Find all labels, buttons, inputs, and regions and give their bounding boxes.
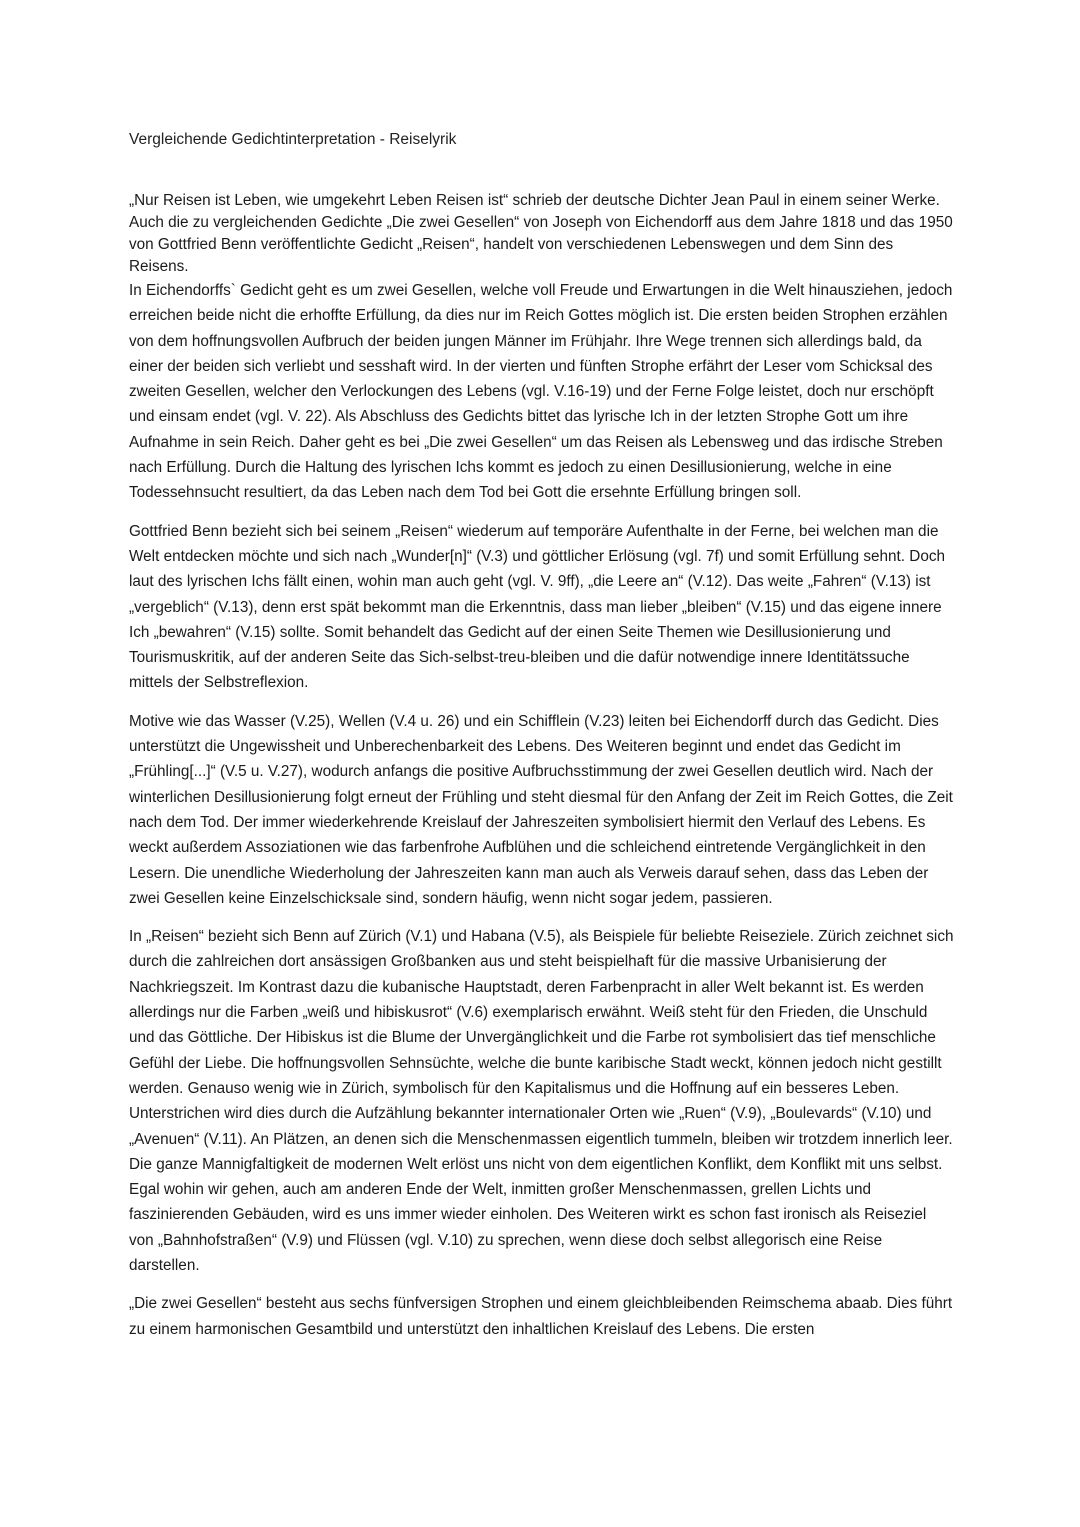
paragraph-places: In „Reisen“ bezieht sich Benn auf Zürich (V.1) und Habana (V.5), als Beispiele für beliebte Reiseziele. Zürich zeichnet sich durch die zahlreichen dort ansässigen Großbanken aus und steht beispielhaft für die massive Urbanisierung der Nachkriegszeit. Im Kontrast dazu die kubanische Hauptstadt, deren Farbenpracht in aller Welt bekannt ist. Es werden allerdings nur die Farben „weiß und hibiskusrot“ (V.6) exemplarisch erwähnt. Weiß steht für den Frieden, die Unschuld und das Göttliche. Der Hibiskus ist die Blume der Unvergänglichkeit und die Farbe rot symbolisiert das tief menschliche Gefühl der Liebe. Die hoffnungsvollen Sehnsüchte, welche die bunte karibische Stadt weckt, können jedoch nicht gestillt werden. Genauso wenig wie in Zürich, symbolisch für den Kapitalismus und die Hoffnung auf ein besseres Leben. Unterstrichen wird dies durch die Aufzählung bekannter internationaler Orten wie „Ruen“ (V.9), „Boulevards“ (V.10) und „Avenuen“ (V.11). An Plätzen, an denen sich die Menschenmassen eigentlich tummeln, bleiben wir trotzdem innerlich leer. Die ganze Mannigfaltigkeit de modernen Welt erlöst uns nicht von dem eigentlichen Konflikt, dem Konflikt mit uns selbst. Egal wohin wir gehen, auch am anderen Ende der Welt, inmitten großer Menschenmassen, grellen Lichts und faszinierenden Gebäuden, wird es uns immer wieder einholen. Des Weiteren wirkt es schon fast ironisch als Reiseziel von „Bahnhofstraßen“ (V.9) und Flüssen (vgl. V.10) zu sprechen, wenn diese doch selbst allegorisch eine Reise darstellen. (129, 928, 954, 1274)
document-page (129, 130, 955, 1355)
paragraph-motifs: Motive wie das Wasser (V.25), Wellen (V.4 u. 26) und ein Schifflein (V.23) leiten bei Eichendorff durch das Gedicht. Dies unterstützt die Ungewissheit und Unberechenbarkeit des Lebens. Des Weiteren beginnt und endet das Gedicht im „Frühling[...]“ (V.5 u. V.27), wodurch anfangs die positive Aufbruchsstimmung der zwei Gesellen deutlich wird. Nach der winterlichen Desillusionierung folgt erneut der Frühling und steht diesmal für den Anfang der Zeit im Reich Gottes, die Zeit nach dem Tod. Der immer wiederkehrende Kreislauf der Jahreszeiten symbolisiert hiermit den Verlauf des Lebens. Es weckt außerdem Assoziationen wie das farbenfrohe Aufblühen und die schleichend eintretende Vergänglichkeit in den Lesern. Die unendliche Wiederholung der Jahreszeiten kann man auch als Verweis darauf sehen, dass das Leben der zwei Gesellen keine Einzelschicksale sind, sondern häufig, wenn nicht sogar jedem, passieren. (129, 712, 953, 907)
paragraph-intro: „Nur Reisen ist Leben, wie umgekehrt Leben Reisen ist“ schrieb der deutsche Dichter Jean Paul in einem seiner Werke. Auch die zu vergleichenden Gedichte „Die zwei Gesellen“ von Joseph von Eichendorff aus dem Jahre 1818 und das 1950 von Gottfried Benn veröffentlichte Gedicht „Reisen“, handelt von verschiedenen Lebenswegen und dem Sinn des Reisens. (129, 192, 953, 275)
document-title: Vergleichende Gedichtinterpretation - Reiselyrik (129, 131, 457, 148)
paragraph-benn-summary: Gottfried Benn bezieht sich bei seinem „Reisen“ wiederum auf temporäre Aufenthalte in der Ferne, bei welchen man die Welt entdecken möchte und sich nach „Wunder[n]“ (V.3) und göttlicher Erlösung (vgl. 7f) und somit Erfüllung sehnt. Doch laut des lyrischen Ichs fällt einen, wohin man auch geht (vgl. V. 9ff), „die Leere an“ (V.12). Das weite „Fahren“ (V.13) ist „vergeblich“ (V.13), denn erst spät bekommt man die Erkenntnis, dass man lieber „bleiben“ (V.15) und das eigene innere Ich „bewahren“ (V.15) sollte. Somit behandelt das Gedicht auf der einen Seite Themen wie Desillusionierung und Tourismuskritik, auf der anderen Seite das Sich-selbst-treu-bleiben und die dafür notwendige innere Identitätssuche mittels der Selbstreflexion. (129, 522, 945, 692)
paragraph-form: „Die zwei Gesellen“ besteht aus sechs fünfversigen Strophen und einem gleichbleibenden Reimschema abaab. Dies führt zu einem harmonischen Gesamtbild und unterstützt den inhaltlichen Kreislauf des Lebens. Die ersten (129, 1295, 953, 1338)
paragraph-eichendorff-summary: In Eichendorffs` Gedicht geht es um zwei Gesellen, welche voll Freude und Erwartungen in die Welt hinausziehen, jedoch erreichen beide nicht die erhoffte Erfüllung, da dies nur im Reich Gottes möglich ist. Die ersten beiden Strophen erzählen von dem hoffnungsvollen Aufbruch der beiden jungen Männer im Frühjahr. Ihre Wege trennen sich allerdings bald, da einer der beiden sich verliebt und sesshaft wird. In der vierten und fünften Strophe erfährt der Leser vom Schicksal des zweiten Gesellen, welcher den Verlockungen des Lebens (vgl. V.16-19) und der Ferne Folge leistet, doch nur erschöpft und einsam endet (vgl. V. 22). Als Abschluss des Gedichts bittet das lyrische Ich in der letzten Strophe Gott um ihre Aufnahme in sein Reich. Daher geht es bei „Die zwei Gesellen“ um das Reisen als Lebensweg und das irdische Streben nach Erfüllung. Durch die Haltung des lyrischen Ichs kommt es jedoch zu einen Desillusionierung, welche in eine Todessehnsucht resultiert, da das Leben nach dem Tod bei Gott die ersehnte Erfüllung bringen soll. (129, 282, 953, 502)
